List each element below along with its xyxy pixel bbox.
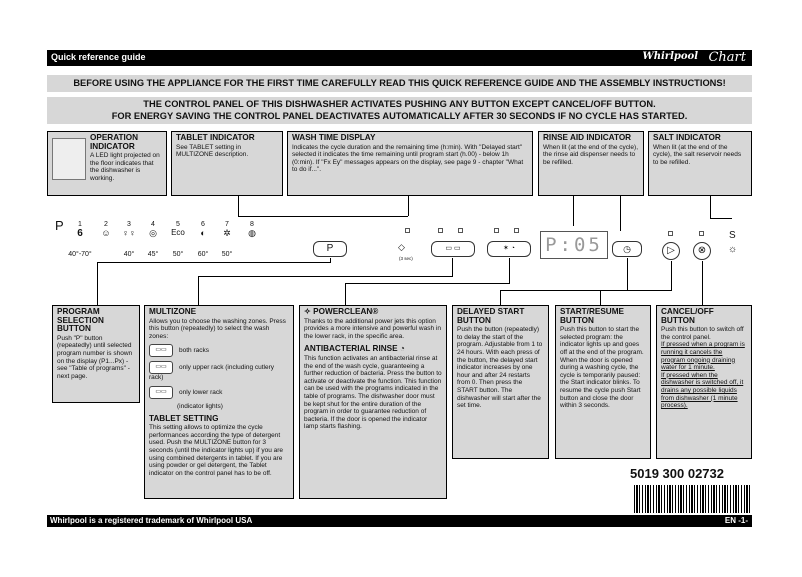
connector-line (627, 258, 628, 291)
both-racks-icon: ▭▭ (149, 344, 173, 357)
powerclean-antibacterial-button[interactable]: ✶ ◔ (487, 241, 531, 257)
header-bar (47, 50, 752, 66)
program-1-num: 1 (78, 221, 82, 228)
connector-line (330, 258, 331, 263)
connector-line (600, 290, 601, 305)
wash-time-text: Indicates the cycle duration and the remaining time (h:min). With "Delayed start" selected it indicates the time remaining until program start (h.00) - below 1h (0:min). If "Fx Ey" messages appears on the display, see page 9 - chapter "What to do if...". (292, 143, 524, 174)
program-3-num: 3 (127, 221, 131, 228)
connector-line (97, 262, 98, 305)
program-7-num: 7 (225, 221, 229, 228)
tablet-indicator-box (171, 131, 283, 196)
connector-line (345, 283, 509, 284)
operation-indicator-box (47, 131, 167, 196)
connector-line (238, 196, 239, 216)
barcode-image (634, 485, 750, 513)
lower-rack-icon: ▭▭ (149, 386, 173, 399)
multizone-upper-led (438, 228, 443, 233)
wash-time-box (287, 131, 533, 196)
program-8-icon: ◍ (248, 228, 256, 238)
rinse-aid-sun-icon: ☼ (728, 244, 738, 255)
multizone-indicator-note: (indicator lights) (177, 402, 223, 410)
program-1-temp: 40°-70° (68, 251, 92, 258)
connector-line (345, 283, 346, 305)
multizone-option-lower-label: only lower rack (179, 389, 223, 397)
program-3-temp: 40° (123, 251, 135, 258)
start-resume-box (555, 305, 651, 459)
dishwasher-icon (52, 138, 86, 180)
guide-title: Quick reference guide (51, 52, 146, 62)
cancel-off-box (656, 305, 752, 459)
connector-line (408, 196, 409, 216)
doc-type-label: Chart (708, 50, 746, 65)
program-6 (195, 221, 211, 238)
program-6-icon: ◐ (200, 228, 206, 238)
program-8 (244, 221, 260, 239)
start-led (668, 231, 673, 236)
antibacterial-title-text: ANTIBACTERIAL RINSE (304, 344, 398, 354)
program-selection-text: Push "P" button (repeatedly) until selected program number is shown on the display (P1...Px) - see "Table of programs" - next page. (57, 334, 133, 380)
multizone-intro: Allows you to choose the washing zones. Press this button (repeatedly) to select the wash zones: (149, 317, 286, 340)
program-6-temp: 60° (197, 251, 209, 258)
multizone-option-upper-label: only upper rack (including cutlery rack) (149, 364, 275, 382)
program-selection-box (52, 305, 140, 403)
operation-text: A LED light projected on the floor indicates that the dishwasher is working. (90, 152, 160, 182)
program-3 (121, 221, 137, 238)
brand-logo: Whirlpool (642, 51, 698, 62)
footer-bar (47, 515, 752, 527)
multizone-button[interactable]: ▭ ▭ (431, 241, 475, 257)
wash-time-title: WASH TIME DISPLAY (292, 133, 376, 142)
antibacterial-text: This function activates an antibacterial rinse at the end of the wash cycle, guaranteeing a further reduction of bacteria. Press the button to activate or deactivate the function. This function can be used with the programs indicated in the table of programs. The dishwasher door must be kept shut for the entire duration of the program in order to guarantee reduction of bacteria. If the door is opened the indicator lamp starts flashing. (304, 354, 442, 431)
tablet-title: TABLET INDICATOR (176, 133, 255, 142)
rinse-aid-box (538, 131, 644, 196)
warning-panel-line2: FOR ENERGY SAVING THE CONTROL PANEL DEACTIVATES AUTOMATICALLY AFTER 30 SECONDS IF NO CYCLE HAS STARTED. (111, 111, 688, 121)
trademark-note: Whirlpool is a registered trademark of Whirlpool USA (50, 516, 253, 525)
delayed-start-box (452, 305, 549, 459)
connector-line (620, 196, 621, 231)
barcode-number: 5019 300 02732 (630, 466, 724, 481)
wash-time-display: P:05 (540, 231, 608, 259)
connector-line (509, 258, 510, 284)
multizone-box (144, 305, 294, 499)
delayed-start-title: DELAYED START BUTTON (457, 307, 525, 325)
multizone-option-both-label: both racks (179, 347, 209, 355)
tablet-text: See TABLET setting in MULTIZONE description. (176, 143, 249, 159)
start-resume-button[interactable]: ▷ (662, 242, 680, 260)
multizone-title: MULTIZONE (149, 307, 197, 316)
page-number: EN -1- (724, 516, 748, 525)
warning-panel-line1: THE CONTROL PANEL OF THIS DISHWASHER ACTIVATES PUSHING ANY BUTTON EXCEPT CANCEL/OFF BUTTON. (143, 99, 656, 109)
cancel-off-drain-text: If pressed when the dishwasher is switched off, it drains any possible liquids from dishwasher (1 minute process). (661, 371, 744, 410)
tablet-indicator-led (405, 228, 410, 233)
start-resume-text: Push this button to start the selected program: the indicator lights up and goes off at the end of the program. When the door is opened during a washing cycle, the cycle is temporarily paused: the Start indicator blinks. To resume the cycle push Start button and close the door within 3 seconds. (560, 326, 644, 410)
powerclean-led (494, 228, 499, 233)
connector-line (238, 216, 408, 217)
program-1 (72, 221, 88, 239)
start-resume-title: START/RESUME BUTTON (560, 307, 624, 325)
program-3-glasses-icon: ♀♀ (122, 228, 136, 238)
connector-line (710, 196, 711, 218)
program-p-label: P (55, 218, 64, 233)
program-7 (219, 221, 235, 239)
program-2-num: 2 (104, 221, 108, 228)
program-6-num: 6 (201, 221, 205, 228)
connector-line (710, 218, 732, 219)
cancel-led (699, 231, 704, 236)
multizone-option-upper (149, 361, 289, 382)
p-program-button[interactable]: P (313, 241, 347, 257)
cancel-off-running (661, 341, 747, 371)
tablet-icon: ◇ (398, 242, 405, 252)
connector-line (500, 290, 501, 305)
connector-line (671, 261, 672, 291)
cancel-off-running-text: If pressed when a program is running it cancels the program ongoing draining water for 1 minute. (661, 341, 745, 372)
rinse-text: When lit (at the end of the cycle), the rinse aid dispenser needs to be refilled. (543, 143, 639, 166)
program-5-num: 5 (176, 221, 180, 228)
antibacterial-title (304, 345, 442, 354)
multizone-lower-led (458, 228, 463, 233)
powerclean-text: Thanks to the additional power jets this option provides a more intensive and powerful wash in the lower rack, in the specific area. (304, 317, 441, 340)
operation-title: OPERATION INDICATOR (90, 133, 139, 151)
cancel-off-text: Push this button to switch off the control panel. (661, 326, 744, 341)
program-7-icon: ✲ (223, 228, 231, 238)
program-7-temp: 50° (221, 251, 233, 258)
salt-text: When lit (at the end of the cycle), the salt reservoir needs to be refilled. (653, 143, 742, 166)
program-4-pot-icon: ◎ (149, 228, 157, 238)
powerclean-icon: ✧ (304, 307, 314, 316)
program-4-num: 4 (151, 221, 155, 228)
warning-panel (47, 97, 752, 124)
program-4 (145, 221, 161, 239)
powerclean-title (304, 308, 442, 317)
tablet-setting-text: This setting allows to optimize the cycle performances according the type of detergent used. Push the MULTIZONE button for 3 seconds (until the indicator lights up) if you are using combined detergents in tablet. If you are using powder or gel detergent, the Tablet indicator on the control panel has to be off. (149, 424, 284, 477)
delayed-start-text: Push the button (repeatedly) to delay the start of the program. Adjustable from 1 to 24 hours. With each press of the button, the delayed start indicator increases by one hour and after 24 restarts from 0. Then press the START button. The dishwasher will start after the set time. (457, 326, 543, 410)
salt-title: SALT INDICATOR (653, 133, 721, 142)
connector-line (452, 258, 453, 277)
program-4-temp: 45° (147, 251, 159, 258)
program-selection-title: PROGRAM SELECTION BUTTON (57, 307, 104, 334)
connector-line (198, 276, 452, 277)
connector-line (97, 262, 330, 263)
tablet-hold-label: (3 sec) (399, 256, 413, 261)
powerclean-box (299, 305, 447, 499)
antibacterial-icon: ◔ (397, 344, 405, 354)
multizone-option-lower (149, 386, 289, 399)
program-5-eco-icon: Eco (171, 228, 185, 237)
antibacterial-led (514, 228, 519, 233)
powerclean-title-text: POWERCLEAN® (313, 307, 379, 316)
connector-line (573, 196, 574, 226)
program-5-temp: 50° (172, 251, 184, 258)
upper-rack-icon: ▭▭ (149, 361, 173, 374)
program-5 (170, 221, 186, 237)
cancel-off-button[interactable]: ⊗ (693, 242, 711, 260)
delayed-start-button[interactable]: ◷ (612, 241, 642, 257)
tablet-setting-title: TABLET SETTING (149, 413, 219, 423)
salt-s-label: S (729, 230, 736, 241)
cancel-off-title: CANCEL/OFF BUTTON (661, 307, 714, 325)
program-2 (98, 221, 114, 238)
rinse-title: RINSE AID INDICATOR (543, 133, 632, 142)
salt-indicator-box (648, 131, 752, 196)
program-8-num: 8 (250, 221, 254, 228)
connector-line (198, 276, 199, 305)
multizone-option-both (149, 344, 289, 357)
program-1-icon: 6 (77, 228, 83, 239)
connector-line (600, 290, 671, 291)
warning-read-guide: BEFORE USING THE APPLIANCE FOR THE FIRST TIME CAREFULLY READ THIS QUICK REFERENCE GUIDE AND THE ASSEMBLY INSTRUCTIONS! (47, 75, 752, 92)
cancel-off-drain (661, 372, 747, 410)
connector-line (702, 261, 703, 305)
program-2-icon: ☺ (101, 228, 111, 238)
